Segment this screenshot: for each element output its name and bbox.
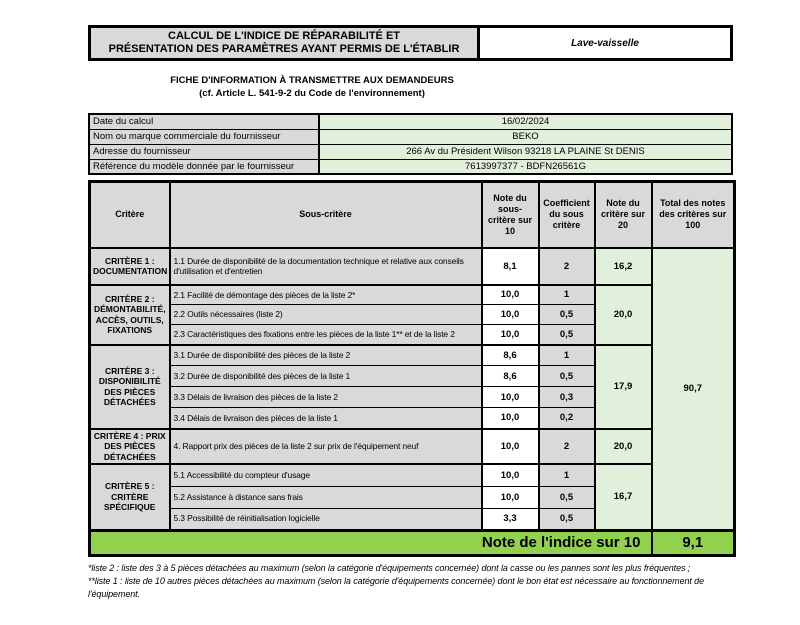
info-value-0: 16/02/2024 — [319, 114, 732, 129]
sub-criterion-coefficient: 0,3 — [539, 387, 595, 408]
sub-criterion-label: 3.2 Durée de disponibilité des pièces de la liste 1 — [170, 366, 482, 387]
score-row-4-0 — [90, 464, 735, 486]
supplier-info-table — [88, 113, 733, 175]
score-row-2-0 — [90, 345, 735, 366]
criterion-score-3: 20,0 — [595, 429, 652, 465]
header-total: Total des notes des critères sur 100 — [652, 182, 735, 248]
sub-criterion-label: 3.1 Durée de disponibilité des pièces de la liste 2 — [170, 345, 482, 366]
sub-criterion-coefficient: 0,5 — [539, 486, 595, 508]
sub-criterion-score: 10,0 — [482, 464, 539, 486]
sub-criterion-score: 8,6 — [482, 345, 539, 366]
final-index-score: 9,1 — [652, 530, 735, 555]
info-value-3: 7613997377 - BDFN26561G — [319, 159, 732, 174]
sub-criterion-label: 4. Rapport prix des pièces de la liste 2 sur prix de l'équipement neuf — [170, 429, 482, 465]
appliance-category-label: Lave-vaisselle — [571, 37, 639, 49]
sub-criterion-coefficient: 0,2 — [539, 408, 595, 429]
header-criterion-score: Note du critère sur 20 — [595, 182, 652, 248]
sub-criterion-score: 10,0 — [482, 408, 539, 429]
info-row-3 — [89, 159, 732, 174]
sub-criterion-label: 3.4 Délais de livraison des pièces de la liste 1 — [170, 408, 482, 429]
sub-criterion-label: 2.3 Caractéristiques des fixations entre les pièces de la liste 1** et de la liste 2 — [170, 325, 482, 345]
sub-criterion-label: 1.1 Durée de disponibilité de la documentation technique et relative aux conseils d'utilisation et d'entretien — [170, 248, 482, 285]
sub-criterion-label: 5.3 Possibilité de réinitialisation logicielle — [170, 508, 482, 530]
info-row-2 — [89, 144, 732, 159]
sub-criterion-coefficient: 2 — [539, 248, 595, 285]
header-sub-score: Note du sous-critère sur 10 — [482, 182, 539, 248]
score-table-header-row — [90, 182, 735, 248]
sub-criterion-coefficient: 0,5 — [539, 508, 595, 530]
sub-criterion-label: 2.2 Outils nécessaires (liste 2) — [170, 305, 482, 325]
criterion-score-2: 17,9 — [595, 345, 652, 429]
header-sub-criterion: Sous-critère — [170, 182, 482, 248]
info-value-1: BEKO — [319, 129, 732, 144]
subtitle-line1: FICHE D'INFORMATION À TRANSMETTRE AUX DEMANDEURS — [170, 75, 454, 86]
sub-criterion-coefficient: 0,5 — [539, 305, 595, 325]
criterion-score-1: 20,0 — [595, 285, 652, 345]
criterion-label-2: CRITÈRE 3 : DISPONIBILITÉ DES PIÈCES DÉTACHÉES — [90, 345, 170, 429]
sub-criterion-coefficient: 0,5 — [539, 366, 595, 387]
sub-criterion-label: 5.1 Accessibilité du compteur d'usage — [170, 464, 482, 486]
subtitle-line2: (cf. Article L. 541-9-2 du Code de l'environnement) — [199, 88, 425, 99]
header-band — [88, 25, 733, 61]
info-label-3: Référence du modèle donnée par le fournisseur — [89, 159, 319, 174]
criterion-score-4: 16,7 — [595, 464, 652, 530]
info-row-1 — [89, 129, 732, 144]
sub-criterion-score: 10,0 — [482, 486, 539, 508]
score-row-3-0 — [90, 429, 735, 465]
header-criterion: Critère — [90, 182, 170, 248]
info-label-2: Adresse du fournisseur — [89, 144, 319, 159]
final-index-row — [90, 530, 735, 555]
sub-criterion-label: 3.3 Délais de livraison des pièces de la liste 2 — [170, 387, 482, 408]
sub-criterion-coefficient: 1 — [539, 464, 595, 486]
criterion-label-4: CRITÈRE 5 : CRITÈRE SPÉCIFIQUE — [90, 464, 170, 530]
appliance-category-box — [480, 28, 730, 58]
sub-criterion-score: 10,0 — [482, 387, 539, 408]
sub-criterion-score: 8,6 — [482, 366, 539, 387]
final-index-label: Note de l'indice sur 10 — [90, 530, 652, 555]
criterion-label-1: CRITÈRE 2 : DÉMONTABILITÉ, ACCÈS, OUTILS, FIXATIONS — [90, 285, 170, 345]
score-row-0-0 — [90, 248, 735, 285]
sub-criterion-score: 10,0 — [482, 285, 539, 305]
sub-criterion-label: 2.1 Facilité de démontage des pièces de la liste 2* — [170, 285, 482, 305]
info-label-1: Nom ou marque commerciale du fournisseur — [89, 129, 319, 144]
sub-criterion-score: 10,0 — [482, 305, 539, 325]
total-score: 90,7 — [652, 248, 735, 531]
criterion-label-0: CRITÈRE 1 : DOCUMENTATION — [90, 248, 170, 285]
criterion-label-3: CRITÈRE 4 : PRIX DES PIÈCES DÉTACHÉES — [90, 429, 170, 465]
info-row-0 — [89, 114, 732, 129]
document-title-line1: CALCUL DE L'INDICE DE RÉPARABILITÉ ET — [168, 30, 400, 42]
header-coefficient: Coefficient du sous critère — [539, 182, 595, 248]
document-title-line2: PRÉSENTATION DES PARAMÈTRES AYANT PERMIS DE L'ÉTABLIR — [108, 43, 460, 55]
sub-criterion-score: 8,1 — [482, 248, 539, 285]
repairability-index-document — [0, 25, 800, 625]
sub-criterion-label: 5.2 Assistance à distance sans frais — [170, 486, 482, 508]
score-row-1-0 — [90, 285, 735, 305]
info-label-0: Date du calcul — [89, 114, 319, 129]
document-subtitle — [88, 74, 536, 100]
sub-criterion-score: 10,0 — [482, 429, 539, 465]
criterion-score-0: 16,2 — [595, 248, 652, 285]
footnote-2: **liste 1 : liste de 10 autres pièces détachées au maximum (selon la catégorie d'équipements concernée) dont le bon état est nécessaire au fonctionnement de l'équipement. — [88, 575, 704, 599]
footnote-1: *liste 2 : liste des 3 à 5 pièces détachées au maximum (selon la catégorie d'équipements concernée) dont la casse ou les pannes sont les plus fréquentes ; — [88, 562, 691, 573]
sub-criterion-score: 3,3 — [482, 508, 539, 530]
sub-criterion-score: 10,0 — [482, 325, 539, 345]
score-table — [88, 180, 736, 557]
sub-criterion-coefficient: 1 — [539, 345, 595, 366]
footnotes — [88, 562, 740, 601]
info-value-2: 266 Av du Président Wilson 93218 LA PLAINE St DENIS — [319, 144, 732, 159]
sub-criterion-coefficient: 1 — [539, 285, 595, 305]
sub-criterion-coefficient: 0,5 — [539, 325, 595, 345]
sub-criterion-coefficient: 2 — [539, 429, 595, 465]
document-title — [91, 28, 480, 58]
